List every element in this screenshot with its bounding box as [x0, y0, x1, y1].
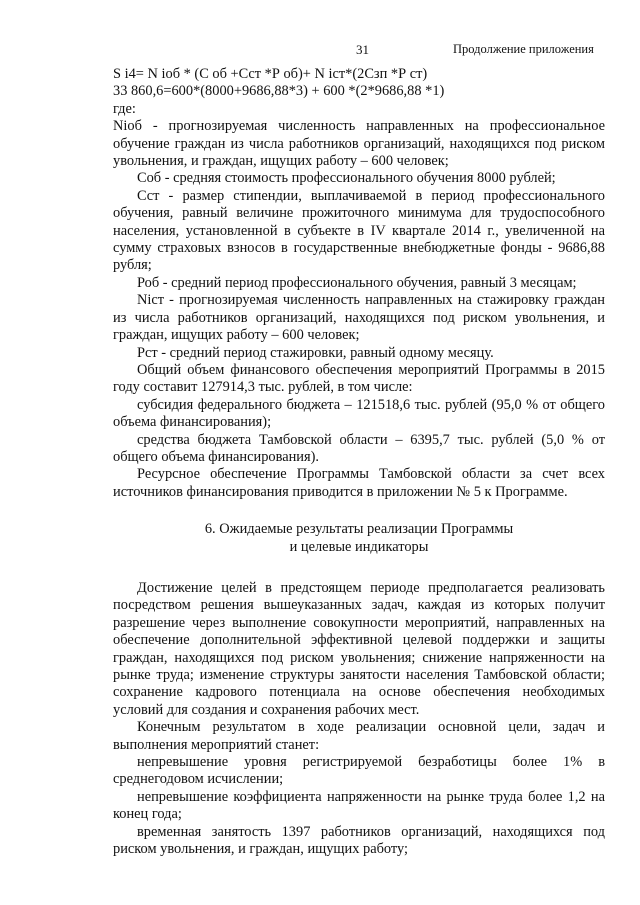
funding-federal: субсидия федерального бюджета – 121518,6 тыс. рублей (95,0 % от общего объема финансирования); [113, 396, 605, 431]
funding-total: Общий объем финансового обеспечения мероприятий Программы в 2015 году составит 127914,3 тыс. рублей, в том числе: [113, 361, 605, 396]
result-item: временная занятость 1397 работников организаций, находящихся под риском увольнения, и граждан, ищущих работу; [113, 823, 605, 858]
result-item: непревышение коэффициента напряженности на рынке труда более 1,2 на конец года; [113, 788, 605, 823]
definition-item: Niоб - прогнозируемая численность направленных на профессиональное обучение граждан из числа работников организаций, находящихся под риском увольнения, и граждан, ищущих работу – 600 человек; [113, 118, 605, 170]
continuation-label: Продолжение приложения [453, 42, 594, 56]
section-subtitle: и целевые индикаторы [289, 538, 429, 555]
formula-general: S i4= N iоб * (С об +Сст *Р об)+ N iст*(2Сзп *Р ст) [113, 66, 428, 82]
definition-item: Соб - средняя стоимость профессионального обучения 8000 рублей; [137, 170, 556, 187]
formula-calculation: 33 860,6=600*(8000+9686,88*3) + 600 *(2*9686,88 *1) [113, 83, 445, 100]
definition-item: Роб - средний период профессионального обучения, равный 3 месяцам; [137, 274, 577, 291]
spacer [113, 556, 605, 580]
funding-regional: средства бюджета Тамбовской области – 6395,7 тыс. рублей (5,0 % от общего объема финансирования). [113, 431, 605, 465]
formula-where: где: [113, 100, 136, 117]
definition-item: Niст - прогнозируемая численность направленных на стажировку граждан из числа работников организаций, находящихся под риском увольнения, и граждан, ищущих работу – 600 человек; [113, 292, 605, 344]
section-intro: Достижение целей в предстоящем периоде предполагается реализовать посредством решения вышеуказанных задач, каждая из которых получит разрешение через выполнение совокупности мероприятий, направленных на обеспечение дополнительной эффективной целевой поддержки и защиты граждан, находящихся под риском увольнения; снижение напряженности на рынке труда; изменение структуры занятости населения Тамбовской области; сохранение кадрового потенциала на основе обеспечения необходимых условий для создания и сохранения рабочих мест. [113, 579, 605, 718]
definition-item: Сст - размер стипендии, выплачиваемой в период профессионального обучения, равный величине прожиточного минимума для трудоспособного населения, установленной в субъекте в IV квартале 2014 г., увеличенной на сумму страховых взносов в государственные внебюджетные фонды - 9686,88 рубля; [113, 187, 605, 274]
spacer [113, 501, 605, 521]
page-number: 31 [356, 42, 369, 57]
result-item: непревышение уровня регистрируемой безработицы более 1% в среднегодовом исчислении; [113, 754, 605, 788]
document-body [113, 66, 605, 858]
definition-item: Рст - средний период стажировки, равный одному месяцу. [137, 344, 494, 361]
funding-resources: Ресурсное обеспечение Программы Тамбовской области за счет всех источников финансирования приводится в приложении № 5 к Программе. [113, 466, 605, 500]
section-title: 6. Ожидаемые результаты реализации Программы [204, 521, 514, 538]
results-intro: Конечным результатом в ходе реализации основной цели, задач и выполнения мероприятий станет: [113, 719, 605, 753]
